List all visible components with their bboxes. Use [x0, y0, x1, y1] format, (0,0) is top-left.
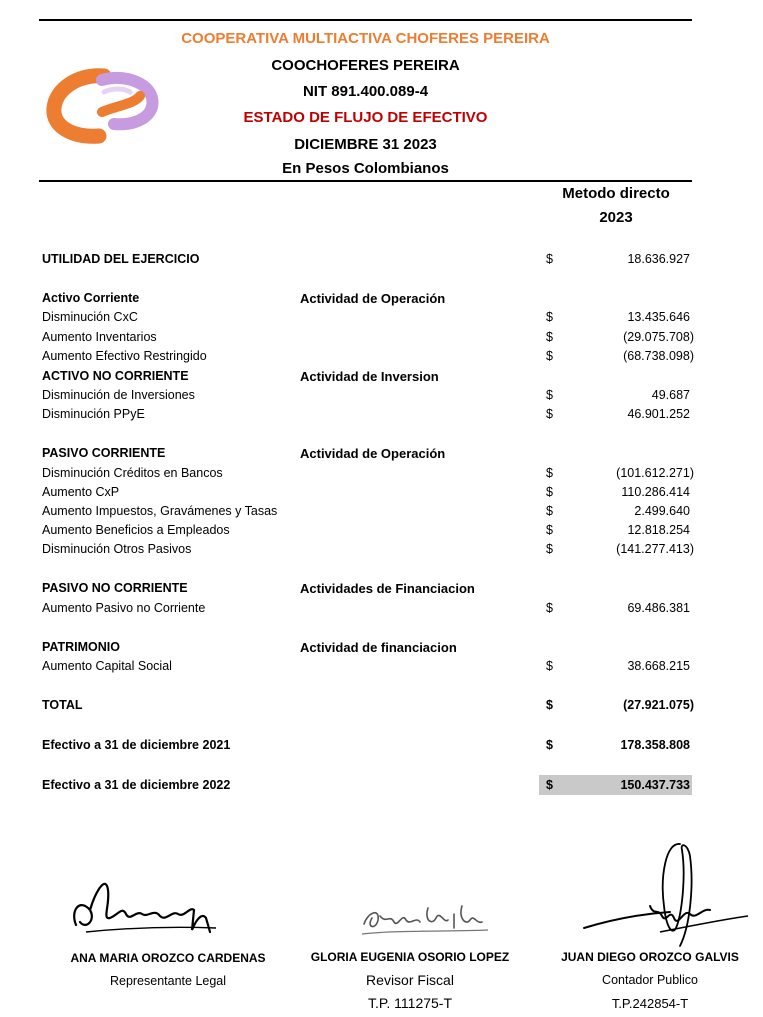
row-label: Efectivo a 31 de diciembre 2021	[42, 738, 231, 752]
signer-name: JUAN DIEGO OROZCO GALVIS	[561, 950, 739, 964]
row-value: 110.286.414	[621, 485, 690, 499]
section-patrimonio	[0, 640, 763, 658]
section-label: PASIVO CORRIENTE	[42, 446, 166, 460]
currency-sign: $	[546, 466, 553, 480]
row-disminucion-creditos	[0, 466, 763, 484]
row-value: (141.277.413)	[616, 542, 694, 556]
row-label: Disminución CxC	[42, 310, 138, 324]
row-label: TOTAL	[42, 698, 83, 712]
signature-contador	[580, 836, 750, 966]
row-disminucion-ppye	[0, 407, 763, 425]
short-name: COOCHOFERES PEREIRA	[271, 57, 460, 74]
row-value: 46.901.252	[627, 407, 690, 421]
header-rule	[39, 180, 692, 182]
company-name: COOPERATIVA MULTIACTIVA CHOFERES PEREIRA	[181, 30, 550, 47]
currency-note: En Pesos Colombianos	[282, 160, 449, 177]
column-year: 2023	[599, 209, 633, 226]
row-label: UTILIDAD DEL EJERCICIO	[42, 252, 200, 266]
signer-role: Contador Publico	[602, 973, 698, 987]
row-efectivo-2021	[0, 738, 763, 756]
currency-sign: $	[546, 252, 553, 266]
currency-sign: $	[546, 542, 553, 556]
row-label: Aumento Capital Social	[42, 659, 172, 673]
section-pasivo-no-corriente	[0, 581, 763, 599]
signature-legal-rep	[66, 870, 236, 940]
section-activo-corriente	[0, 291, 763, 309]
currency-sign: $	[546, 485, 553, 499]
row-aumento-impuestos	[0, 504, 763, 522]
row-label: Aumento Impuestos, Gravámenes y Tasas	[42, 504, 278, 518]
column-method: Metodo directo	[562, 185, 670, 202]
row-label: Aumento Inventarios	[42, 330, 157, 344]
row-aumento-cxp	[0, 485, 763, 503]
row-aumento-capital-social	[0, 659, 763, 677]
row-disminucion-cxc	[0, 310, 763, 328]
row-disminucion-otros-pasivos	[0, 542, 763, 560]
row-value: 178.358.808	[620, 738, 690, 752]
currency-sign: $	[546, 659, 553, 673]
report-title: ESTADO DE FLUJO DE EFECTIVO	[243, 109, 488, 126]
row-value: 150.437.733	[620, 778, 690, 792]
section-pasivo-corriente	[0, 446, 763, 464]
activity-label: Actividad de Inversion	[300, 369, 439, 384]
row-total	[0, 698, 763, 716]
row-label: Efectivo a 31 de diciembre 2022	[42, 778, 231, 792]
section-label: ACTIVO NO CORRIENTE	[42, 369, 189, 383]
currency-sign: $	[546, 349, 553, 363]
signer-tp: T.P.242854-T	[611, 996, 689, 1011]
row-value: (68.738.098)	[623, 349, 694, 363]
row-aumento-pasivo-no-corriente	[0, 601, 763, 619]
currency-sign: $	[546, 330, 553, 344]
row-label: Disminución Otros Pasivos	[42, 542, 192, 556]
nit: NIT 891.400.089-4	[302, 83, 429, 100]
activity-label: Actividad de financiacion	[300, 640, 457, 655]
section-activo-no-corriente	[0, 369, 763, 387]
row-label: Aumento Beneficios a Empleados	[42, 523, 230, 537]
row-value: 18.636.927	[627, 252, 690, 266]
row-aumento-beneficios	[0, 523, 763, 541]
row-value: (101.612.271)	[616, 466, 694, 480]
currency-sign: $	[546, 778, 553, 792]
row-value: 38.668.215	[627, 659, 690, 673]
row-label: Disminución PPyE	[42, 407, 145, 421]
activity-label: Actividades de Financiacion	[300, 581, 475, 596]
currency-sign: $	[546, 388, 553, 402]
row-disminucion-inversiones	[0, 388, 763, 406]
row-value: (27.921.075)	[623, 698, 694, 712]
row-value: 69.486.381	[627, 601, 690, 615]
row-value: (29.075.708)	[623, 330, 694, 344]
currency-sign: $	[546, 407, 553, 421]
row-label: Disminución Créditos en Bancos	[42, 466, 223, 480]
row-efectivo-2022	[0, 778, 763, 796]
row-value: 12.818.254	[627, 523, 690, 537]
row-label: Aumento Efectivo Restringido	[42, 349, 207, 363]
row-value: 13.435.646	[627, 310, 690, 324]
row-value: 49.687	[651, 388, 690, 402]
currency-sign: $	[546, 601, 553, 615]
company-logo	[44, 66, 164, 146]
currency-sign: $	[546, 523, 553, 537]
section-label: PASIVO NO CORRIENTE	[42, 581, 188, 595]
row-value: 2.499.640	[634, 504, 690, 518]
currency-sign: $	[546, 698, 553, 712]
signer-role: Representante Legal	[109, 974, 227, 988]
activity-label: Actividad de Operación	[300, 291, 446, 306]
currency-sign: $	[546, 504, 553, 518]
signer-name: GLORIA EUGENIA OSORIO LOPEZ	[310, 950, 510, 964]
signer-tp: T.P. 111275-T	[367, 995, 453, 1011]
signer-role: Revisor Fiscal	[366, 972, 454, 988]
activity-label: Actividad de Operación	[300, 446, 446, 461]
currency-sign: $	[546, 310, 553, 324]
signer-name: ANA MARIA OROZCO CARDENAS	[70, 951, 266, 965]
signature-revisor	[358, 894, 498, 944]
row-aumento-inventarios	[0, 330, 763, 348]
top-rule	[39, 19, 692, 21]
row-label: Aumento Pasivo no Corriente	[42, 601, 206, 615]
section-label: Activo Corriente	[42, 291, 140, 305]
report-date: DICIEMBRE 31 2023	[294, 136, 437, 153]
row-label: Disminución de Inversiones	[42, 388, 195, 402]
row-aumento-efectivo-restringido	[0, 349, 763, 367]
row-utilidad	[0, 252, 763, 270]
section-label: PATRIMONIO	[42, 640, 121, 654]
currency-sign: $	[546, 738, 553, 752]
row-label: Aumento CxP	[42, 485, 120, 499]
